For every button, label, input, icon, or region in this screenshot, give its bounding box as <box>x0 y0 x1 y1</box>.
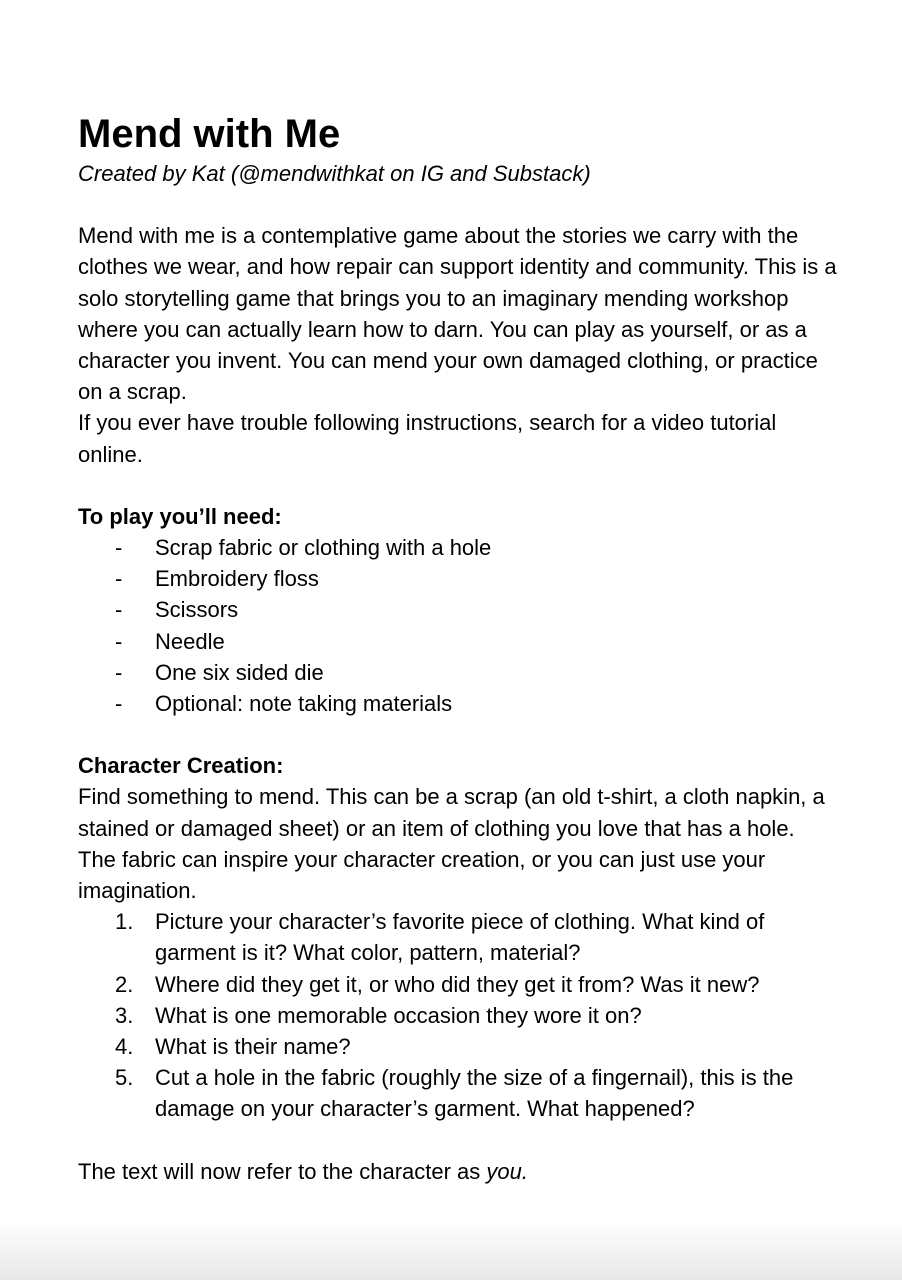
list-item <box>78 688 838 719</box>
list-item <box>78 906 838 968</box>
spacer <box>78 1125 838 1156</box>
intro-paragraph-1: Mend with me is a contemplative game about the stories we carry with the clothes we wear, and how repair can support identity and community. This is a solo storytelling game that brings you to an imaginary mending workshop where you can actually learn how to darn. You can play as yourself, or as a character you invent. You can mend your own damaged clothing, or practice on a scrap. <box>78 223 837 405</box>
closing-text: The text will now refer to the character as <box>78 1158 487 1184</box>
byline: Created by Kat (@mendwithkat on IG and Substack) <box>78 161 591 186</box>
character-creation-heading: Character Creation: <box>78 753 284 779</box>
step-number: 1. <box>115 909 134 935</box>
step-number: 5. <box>115 1065 134 1091</box>
step-number: 4. <box>115 1034 134 1060</box>
step-text: Where did they get it, or who did they get it from? Was it new? <box>155 971 760 997</box>
character-creation-intro: Find something to mend. This can be a scrap (an old t-shirt, a cloth napkin, a stained or damaged sheet) or an item of clothing you love that has a hole. The fabric can inspire your character creation, or you can just use your imagination. <box>78 784 825 904</box>
list-item-text: Embroidery floss <box>155 566 319 592</box>
list-item <box>78 1062 838 1124</box>
intro-paragraph-2: If you ever have trouble following instructions, search for a video tutorial online. <box>78 410 777 467</box>
list-item <box>78 626 838 657</box>
materials-list <box>78 532 838 719</box>
list-item <box>78 532 838 563</box>
document-title: Mend with Me <box>78 112 341 156</box>
closing-emphasis: you. <box>486 1158 528 1184</box>
list-item <box>78 563 838 594</box>
step-number: 2. <box>115 971 134 997</box>
page-bottom-shadow <box>0 1220 902 1280</box>
character-creation-steps <box>78 906 838 1124</box>
list-item <box>78 1000 838 1031</box>
step-number: 3. <box>115 1002 134 1028</box>
document-page <box>78 110 838 1187</box>
step-text: What is one memorable occasion they wore it on? <box>155 1002 642 1028</box>
dash-marker: - <box>115 566 123 592</box>
step-text: What is their name? <box>155 1034 351 1060</box>
step-text: Picture your character’s favorite piece of clothing. What kind of garment is it? What color, pattern, material? <box>155 909 765 966</box>
closing-line <box>78 1156 838 1187</box>
dash-marker: - <box>115 597 123 623</box>
dash-marker: - <box>115 535 123 561</box>
dash-marker: - <box>115 659 123 685</box>
list-item <box>78 1031 838 1062</box>
list-item-text: Needle <box>155 628 225 654</box>
list-item-text: One six sided die <box>155 659 324 685</box>
step-text: Cut a hole in the fabric (roughly the size of a fingernail), this is the damage on your character’s garment. What happened? <box>155 1065 794 1122</box>
list-item-text: Scissors <box>155 597 239 623</box>
list-item <box>78 657 838 688</box>
list-item <box>78 969 838 1000</box>
list-item-text: Optional: note taking materials <box>155 691 453 717</box>
spacer <box>78 719 838 750</box>
list-item <box>78 594 838 625</box>
dash-marker: - <box>115 628 123 654</box>
list-item-text: Scrap fabric or clothing with a hole <box>155 535 492 561</box>
spacer <box>78 470 838 501</box>
materials-heading: To play you’ll need: <box>78 503 282 529</box>
dash-marker: - <box>115 691 123 717</box>
